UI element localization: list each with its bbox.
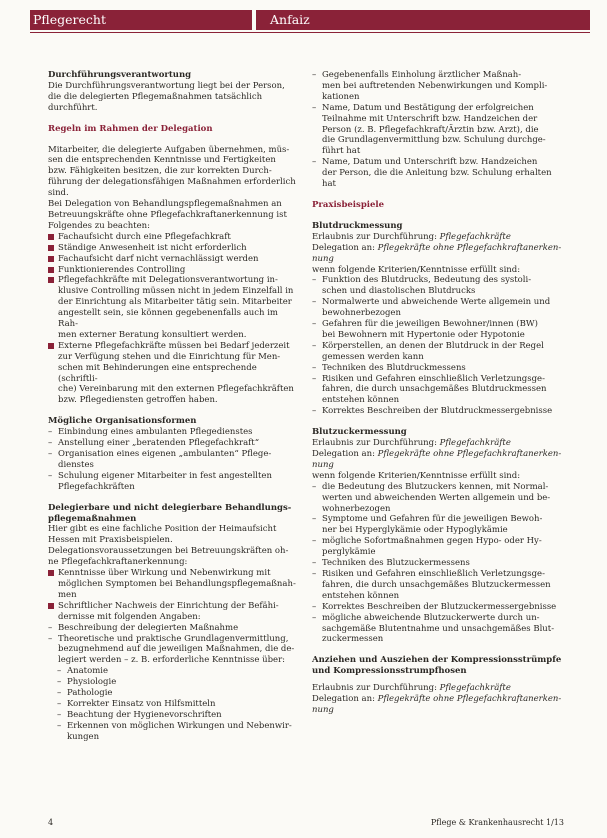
- info-value: nung: [312, 253, 334, 264]
- spacer: [312, 417, 564, 427]
- square-bullet-icon: [48, 245, 54, 251]
- bullet-item: [48, 601, 298, 623]
- item-line: klusive Controlling müssen nicht in jedem Einzelfall in: [58, 286, 294, 297]
- item-line: Person (z. B. Pflegefachkraft/Ärztin bzw. Arzt), die: [322, 124, 539, 135]
- item-line: ner bei Hyperglykämie oder Hypoglykämie: [322, 525, 508, 536]
- dash-item: [48, 634, 298, 667]
- item-line: – Gefahren für die jeweiligen Bewohner/innen (BW): [322, 319, 538, 330]
- item-line: – Korrekter Einsatz von Hilfsmitteln: [67, 698, 216, 709]
- square-bullet-icon: [48, 267, 54, 273]
- heading-delegierbare: pflegemaßnahmen: [48, 513, 137, 524]
- info-value: Pflegekräfte ohne Pflegefachkraftanerken-: [377, 449, 562, 459]
- item-line: kungen: [67, 731, 100, 742]
- bullet-item: [48, 275, 298, 340]
- item-line: der Person, die die Anleitung bzw. Schulung erhalten: [322, 168, 552, 179]
- item-line: schen und diastolischen Blutdrucks: [322, 286, 476, 297]
- spacer: [312, 211, 564, 221]
- item-line: – Schulung eigener Mitarbeiter in fest angestellten: [58, 470, 272, 481]
- bullet-item: [48, 232, 298, 243]
- square-bullet-icon: [48, 234, 54, 240]
- info-label: wenn folgende Kriterien/Kenntnisse erfüllt sind:: [312, 264, 521, 275]
- paragraph-line: Mitarbeiter, die delegierte Aufgaben übernehmen, müs-: [48, 144, 290, 155]
- dash-item: [57, 710, 298, 721]
- left-column: [48, 70, 298, 743]
- bullet-item: [48, 243, 298, 254]
- spacer: [48, 135, 298, 145]
- square-bullet-icon: [48, 570, 54, 576]
- item-line: Schriftlicher Nachweis der Einrichtung der Befähi-: [58, 600, 279, 611]
- paragraph-line: ne Pflegefachkraftanerkennung:: [48, 557, 188, 568]
- square-bullet-icon: [48, 343, 54, 349]
- bullet-item: [48, 568, 298, 601]
- item-line: – Theoretische und praktische Grundlagenvermittlung,: [58, 633, 289, 644]
- info-line: [312, 460, 564, 471]
- item-line: hat: [322, 179, 336, 190]
- item-line: – Name, Datum und Unterschrift bzw. Handzeichen: [322, 157, 538, 168]
- item-line: zuckermessen: [322, 634, 384, 645]
- item-line: dienstes: [58, 459, 94, 470]
- item-line: Externe Pflegefachkräfte müssen bei Bedarf jederzeit: [58, 340, 290, 351]
- dash-item: [57, 666, 298, 677]
- item-line: bei Bewohnern mit Hypertonie oder Hypotonie: [322, 329, 525, 340]
- page-header: [30, 8, 590, 30]
- item-line: perglykämie: [322, 547, 376, 558]
- item-line: – Korrektes Beschreiben der Blutzuckermessergebnisse: [322, 601, 557, 612]
- info-line: [312, 265, 564, 276]
- paragraph-line: führung der delegationsfähigen Maßnahmen erforderlich: [48, 177, 296, 188]
- item-line: – Risiken und Gefahren einschließlich Verletzungsge-: [322, 568, 545, 579]
- paragraph-line: durchführt.: [48, 102, 98, 113]
- info-line: [312, 471, 564, 482]
- item-line: Pflegefachkräften: [58, 481, 135, 492]
- page-footer: [48, 818, 564, 830]
- heading-organisationsformen: Mögliche Organisationsformen: [48, 416, 197, 427]
- item-line: sachgemäße Blutentnahme und unsachgemäßes Blut-: [322, 623, 555, 634]
- item-line: che) Vereinbarung mit den externen Pflegefachkräften: [58, 384, 294, 395]
- item-line: – Beachtung der Hygienevorschriften: [67, 709, 222, 720]
- item-line: men bei auftretenden Nebenwirkungen und Kompli-: [322, 80, 548, 91]
- item-line: – Pathologie: [67, 688, 113, 699]
- dash-item: [48, 427, 298, 438]
- dash-item: [312, 406, 564, 417]
- item-line: fahren, die durch unsachgemäßes Blutzuckermessen: [322, 579, 551, 590]
- info-line: [312, 683, 564, 694]
- paragraph-line: Delegationsvoraussetzungen bei Betreuungskräften oh-: [48, 546, 289, 557]
- heading-praxisbeispiele: Praxisbeispiele: [312, 199, 385, 210]
- right-column: [312, 70, 564, 716]
- heading-kompression: und Kompressionsstrumpfhosen: [312, 666, 467, 677]
- info-value: Pflegefachkräfte: [439, 683, 511, 694]
- item-line: – mögliche Sofortmaßnahmen gegen Hypo- oder Hy-: [322, 536, 542, 547]
- item-line: Funktionierendes Controlling: [58, 264, 186, 275]
- info-label: Delegation an:: [312, 242, 378, 253]
- item-line: men externer Beratung konsultiert werden.: [58, 329, 247, 340]
- item-line: – Funktion des Blutdrucks, Bedeutung des systoli-: [322, 275, 532, 286]
- info-label: Erlaubnis zur Durchführung:: [312, 438, 440, 449]
- paragraph-line: Folgendes zu beachten:: [48, 220, 150, 231]
- info-line: [312, 449, 564, 460]
- square-bullet-icon: [48, 603, 54, 609]
- dash-item: [312, 70, 564, 103]
- item-line: Teilnahme mit Unterschrift bzw. Handzeichen der: [322, 113, 538, 124]
- paragraph-line: sen die entsprechenden Kenntnisse und Fertigkeiten: [48, 155, 276, 166]
- item-line: – Erkennen von möglichen Wirkungen und Nebenwir-: [67, 720, 292, 731]
- paragraph-line: bzw. Fähigkeiten besitzen, die zur korrekten Durch-: [48, 166, 272, 177]
- paragraph-line: Hier gibt es eine fachliche Position der Heimaufsicht: [48, 524, 277, 535]
- heading-kompression: Anziehen und Ausziehen der Kompressionsstrümpfe: [312, 655, 562, 666]
- dash-item: [48, 449, 298, 471]
- item-line: men: [58, 589, 77, 600]
- paragraph-line: die die delegierten Pflegemaßnahmen tatsächlich: [48, 91, 263, 102]
- item-line: Fachaufsicht darf nicht vernachlässigt werden: [58, 253, 259, 264]
- item-line: – Normalwerte und abweichende Werte allgemein und: [322, 297, 551, 308]
- item-line: bewohnerbezogen: [322, 308, 401, 319]
- info-line: [312, 438, 564, 449]
- dash-item: [312, 157, 564, 190]
- dash-item: [312, 275, 564, 297]
- dash-item: [312, 613, 564, 646]
- info-label: Delegation an:: [312, 694, 378, 705]
- square-bullet-icon: [48, 277, 54, 283]
- bullet-item: [48, 341, 298, 406]
- info-line: [312, 243, 564, 254]
- item-line: gemessen werden kann: [322, 351, 424, 362]
- item-line: – Anstellung einer „beratenden Pflegefachkraft“: [58, 438, 260, 449]
- paragraph-line: Bei Delegation von Behandlungspflegemaßnahmen an: [48, 199, 282, 210]
- item-line: entstehen können: [322, 590, 400, 601]
- dash-item: [48, 438, 298, 449]
- item-line: – Beschreibung der delegierten Maßnahme: [58, 622, 239, 633]
- dash-item: [312, 374, 564, 407]
- item-line: die Grundlagenvermittlung bzw. Schulung durchge-: [322, 135, 546, 146]
- journal-reference: Pflege & Krankenhausrecht 1/13: [430, 818, 564, 827]
- item-line: – Risiken und Gefahren einschließlich Verletzungsge-: [322, 373, 545, 384]
- item-line: – Organisation eines eigenen „ambulanten“ Pflege-: [58, 449, 272, 459]
- dash-item: [57, 699, 298, 710]
- item-line: führt hat: [322, 146, 361, 157]
- paragraph-line: Hessen mit Praxisbeispielen.: [48, 535, 173, 546]
- spacer: [312, 190, 564, 200]
- info-label: wenn folgende Kriterien/Kenntnisse erfüllt sind:: [312, 470, 521, 481]
- item-line: legiert werden – z. B. erforderliche Kenntnisse über:: [58, 655, 286, 666]
- item-line: – die Bedeutung des Blutzuckers kennen, mit Normal-: [322, 481, 549, 492]
- dash-item: [312, 341, 564, 363]
- dash-item: [312, 602, 564, 613]
- item-line: dernisse mit folgenden Angaben:: [58, 611, 201, 622]
- info-line: [312, 694, 564, 705]
- item-line: angestellt sein, sie können gegebenenfalls auch im Rah-: [58, 308, 278, 330]
- item-line: zur Verfügung stehen und die Einrichtung für Men-: [58, 351, 281, 362]
- spacer: [48, 406, 298, 416]
- paragraph-line: Betreuungskräfte ohne Pflegefachkraftanerkennung ist: [48, 209, 287, 220]
- spacer: [48, 114, 298, 124]
- item-line: Fachaufsicht durch eine Pflegefachkraft: [58, 231, 231, 242]
- info-label: Erlaubnis zur Durchführung:: [312, 231, 440, 242]
- heading-regeln: Regeln im Rahmen der Delegation: [48, 123, 213, 134]
- item-line: Kenntnisse über Wirkung und Nebenwirkung mit: [58, 568, 271, 579]
- item-line: – Techniken des Blutdruckmessens: [322, 362, 466, 373]
- bullet-item: [48, 254, 298, 265]
- dash-item: [57, 688, 298, 699]
- item-line: bzw. Pflegediensten getroffen haben.: [58, 395, 218, 406]
- info-value: Pflegekräfte ohne Pflegefachkraftanerken-: [377, 242, 562, 253]
- item-line: – Symptome und Gefahren für die jeweiligen Bewoh-: [322, 514, 543, 525]
- heading-durchfuehrung: Durchführungsverantwortung: [48, 70, 192, 80]
- sublist: [48, 666, 298, 742]
- item-line: entstehen können: [322, 395, 400, 406]
- info-line: [312, 705, 564, 716]
- info-line: [312, 254, 564, 265]
- item-line: wohnerbezogen: [322, 503, 391, 514]
- item-line: – mögliche abweichende Blutzuckerwerte durch un-: [322, 612, 540, 623]
- item-line: bezugnehmend auf die jeweiligen Maßnahmen, die de-: [58, 644, 295, 655]
- item-line: Pflegefachkräfte mit Delegationsverantwortung in-: [58, 275, 278, 286]
- item-line: werten und abweichenden Werten allgemein und be-: [322, 492, 551, 503]
- dash-item: [312, 319, 564, 341]
- item-line: der Einrichtung als Mitarbeiter tätig sein. Mitarbeiter: [58, 297, 292, 308]
- spacer: [48, 493, 298, 503]
- bullet-item: [48, 265, 298, 276]
- item-line: kationen: [322, 91, 360, 102]
- square-bullet-icon: [48, 256, 54, 262]
- info-value: nung: [312, 704, 334, 715]
- item-line: – Gegebenenfalls Einholung ärztlicher Maßnah-: [322, 70, 522, 80]
- dash-item: [48, 623, 298, 634]
- paragraph-line: Die Durchführungsverantwortung liegt bei der Person,: [48, 80, 285, 91]
- item-line: – Physiologie: [67, 677, 117, 688]
- item-line: – Name, Datum und Bestätigung der erfolgreichen: [322, 102, 534, 113]
- spacer: [312, 645, 564, 655]
- info-value: nung: [312, 459, 334, 470]
- item-line: – Techniken des Blutzuckermessens: [322, 558, 470, 569]
- heading-blutdruck: Blutdruckmessung: [312, 220, 403, 231]
- dash-item: [57, 677, 298, 688]
- page-number: 4: [48, 818, 54, 827]
- section-label: Pflegerecht: [30, 10, 252, 30]
- info-line: [312, 232, 564, 243]
- dash-item: [312, 558, 564, 569]
- category-label: Anfaiz: [256, 10, 590, 30]
- item-line: fahren, die durch unsachgemäßes Blutdruckmessen: [322, 384, 547, 395]
- dash-item: [312, 482, 564, 515]
- dash-item: [312, 363, 564, 374]
- heading-delegierbare: Delegierbare und nicht delegierbare Behandlungs-: [48, 502, 292, 513]
- item-line: Ständige Anwesenheit ist nicht erforderlich: [58, 242, 247, 253]
- item-line: schen mit Behinderungen eine entsprechende (schriftli-: [58, 362, 257, 384]
- paragraph-line: sind.: [48, 188, 69, 199]
- dash-item: [57, 721, 298, 743]
- heading-blutzucker: Blutzuckermessung: [312, 427, 407, 438]
- dash-item: [48, 471, 298, 493]
- dash-item: [312, 514, 564, 536]
- header-rule: [30, 32, 590, 33]
- item-line: möglichen Symptomen bei Behandlungspflegemaßnah-: [58, 578, 296, 589]
- info-label: Delegation an:: [312, 449, 378, 459]
- dash-item: [312, 103, 564, 158]
- dash-item: [312, 569, 564, 602]
- item-line: – Körperstellen, an denen der Blutdruck in der Regel: [322, 340, 544, 351]
- dash-item: [312, 297, 564, 319]
- info-value: Pflegefachkräfte: [439, 438, 511, 449]
- item-line: – Einbindung eines ambulanten Pflegedienstes: [58, 427, 253, 438]
- info-value: Pflegefachkräfte: [439, 231, 511, 242]
- dash-item: [312, 536, 564, 558]
- item-line: – Anatomie: [67, 666, 109, 677]
- item-line: – Korrektes Beschreiben der Blutdruckmessergebnisse: [322, 406, 553, 417]
- info-label: Erlaubnis zur Durchführung:: [312, 683, 440, 694]
- info-value: Pflegekräfte ohne Pflegefachkraftanerken-: [377, 694, 562, 705]
